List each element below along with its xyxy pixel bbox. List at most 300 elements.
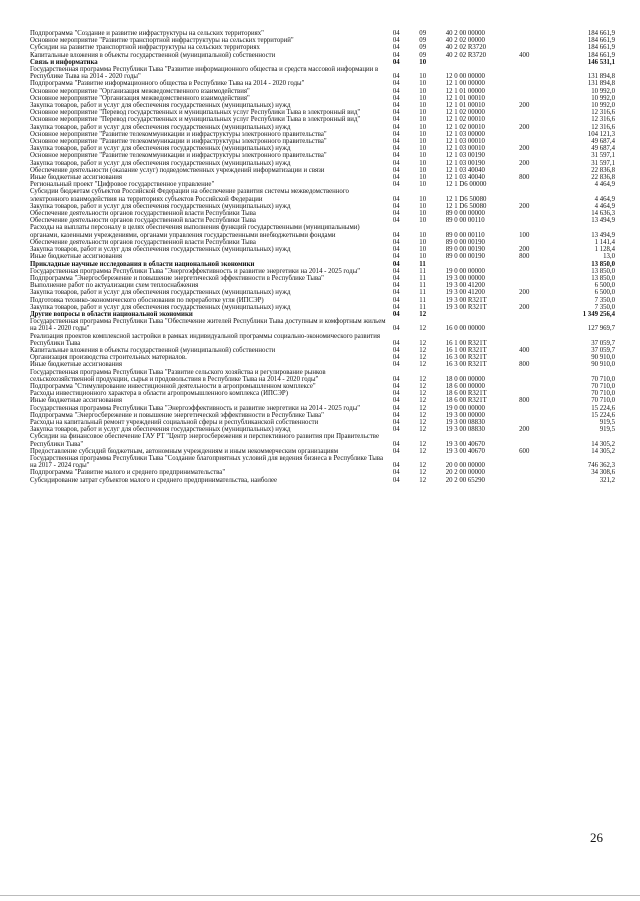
table-row <box>30 333 615 347</box>
row-subsection: 11 <box>419 274 426 282</box>
table-row <box>30 124 615 131</box>
row-expense-type <box>519 239 558 246</box>
row-section: 04 <box>392 418 400 426</box>
table-row <box>30 88 615 95</box>
row-amount: 104 121,3 <box>587 130 615 138</box>
row-expense-type: 200 <box>519 289 530 297</box>
row-expense-type <box>519 109 558 116</box>
row-subsection: 12 <box>419 426 427 434</box>
row-subsection: 12 <box>419 310 427 318</box>
row-subsection: 10 <box>419 174 427 182</box>
row-name: Иные бюджетные ассигнования <box>30 361 123 369</box>
row-section: 04 <box>392 80 400 88</box>
row-name: Иные бюджетные ассигнования <box>30 174 123 182</box>
row-name: Обеспечение деятельности органов государственной власти Республики Тыва <box>30 210 256 218</box>
row-name: Обеспечение деятельности органов государственной власти Республики Тыва <box>30 238 256 246</box>
row-subsection: 10 <box>419 138 427 146</box>
row-expense-type <box>519 419 558 426</box>
table-row <box>30 433 615 447</box>
row-subsection: 10 <box>419 231 427 239</box>
row-amount: 184 661,9 <box>587 51 615 59</box>
row-subsection: 12 <box>419 339 427 347</box>
row-target-code: 18 6 00 R321T <box>445 390 487 398</box>
row-expense-type <box>519 138 558 145</box>
row-subsection: 12 <box>419 390 427 398</box>
row-amount: 1 128,4 <box>594 246 615 254</box>
row-expense-type: 800 <box>519 174 530 182</box>
row-subsection: 12 <box>419 354 427 362</box>
row-subsection: 10 <box>419 195 427 203</box>
row-name: Субсидии бюджетам субъектов Российской Федерации на обеспечение развития системы межведомственного электронного взаимодействия на территориях субъектов Российской Федерации <box>30 188 349 203</box>
row-name: Субсидии на развитие транспортной инфраструктуры на сельских территориях <box>30 44 260 52</box>
row-section: 04 <box>392 375 400 383</box>
row-amount: 1 141,4 <box>594 238 615 246</box>
row-name: Предоставление субсидий бюджетным, автономным учреждениям и иным некоммерческим организациям <box>30 447 339 455</box>
row-amount: 184 661,9 <box>587 37 615 45</box>
row-subsection: 12 <box>419 476 427 484</box>
table-row <box>30 138 615 145</box>
table-row <box>30 217 615 224</box>
row-section: 04 <box>392 296 400 304</box>
row-target-code: 16 3 00 R321T <box>445 361 487 369</box>
table-row <box>30 66 615 80</box>
row-subsection: 10 <box>419 166 427 174</box>
row-subsection: 10 <box>419 102 427 110</box>
row-section: 04 <box>392 51 400 59</box>
row-target-code: 12 1 02 00010 <box>445 116 485 124</box>
row-amount: 10 992,0 <box>591 94 615 102</box>
row-expense-type <box>519 95 558 102</box>
row-section: 04 <box>392 159 400 167</box>
row-target-code: 19 0 00 00000 <box>445 267 485 275</box>
row-target-code: 12 0 00 00000 <box>445 73 485 81</box>
table-row <box>30 268 615 275</box>
table-row <box>30 397 615 404</box>
table-row <box>30 59 615 66</box>
row-expense-type <box>519 66 558 80</box>
row-expense-type: 200 <box>519 102 530 110</box>
row-amount: 10 992,0 <box>591 102 615 110</box>
row-section: 04 <box>392 130 400 138</box>
row-expense-type: 400 <box>519 346 530 354</box>
row-expense-type <box>519 210 558 217</box>
row-target-code: 12 1 03 00000 <box>445 130 485 138</box>
row-amount: 6 500,0 <box>594 289 615 297</box>
row-expense-type <box>519 354 558 361</box>
row-amount: 184 661,9 <box>587 44 615 52</box>
row-name: Иные бюджетные ассигнования <box>30 397 123 405</box>
row-section: 04 <box>392 382 400 390</box>
row-subsection: 12 <box>419 346 427 354</box>
row-name: Обеспечение деятельности органов государственной власти Республики Тыва <box>30 217 256 225</box>
row-name: Закупка товаров, работ и услуг для обеспечения государственных (муниципальных) нужд <box>30 202 291 210</box>
row-section: 04 <box>392 195 400 203</box>
row-expense-type <box>519 412 558 419</box>
table-row <box>30 275 615 282</box>
row-subsection: 09 <box>419 30 427 37</box>
row-name: Капитальные вложения в объекты государственной (муниципальной) собственности <box>30 346 276 354</box>
row-expense-type <box>519 469 558 476</box>
row-subsection: 10 <box>419 152 427 160</box>
row-subsection: 12 <box>419 440 427 448</box>
row-target-code <box>446 59 519 66</box>
row-amount: 10 992,0 <box>591 87 615 95</box>
row-target-code: 12 1 03 00010 <box>445 138 485 146</box>
budget-table <box>30 30 615 484</box>
table-row <box>30 131 615 138</box>
row-expense-type: 200 <box>519 123 530 131</box>
row-expense-type <box>519 390 558 397</box>
row-expense-type: 200 <box>519 202 530 210</box>
row-name: Подпрограмма "Энергосбережение и повышение энергетической эффективности в Республике Тыва" <box>30 274 324 282</box>
row-target-code: 19 3 00 41200 <box>445 289 485 297</box>
row-subsection: 10 <box>419 202 427 210</box>
table-row <box>30 188 615 202</box>
row-section: 04 <box>392 58 400 66</box>
row-subsection: 12 <box>419 418 427 426</box>
row-amount: 131 894,8 <box>587 73 615 81</box>
row-expense-type <box>519 433 558 447</box>
row-section: 04 <box>392 181 400 189</box>
row-expense-type <box>519 369 558 383</box>
row-target-code: 12 1 D6 50080 <box>445 195 487 203</box>
row-subsection: 09 <box>419 37 427 45</box>
row-expense-type: 200 <box>519 159 530 167</box>
row-expense-type: 200 <box>519 303 530 311</box>
row-section: 04 <box>392 94 400 102</box>
row-name: Основное мероприятие "Развитие транспортной инфраструктуры на сельских территорий" <box>30 37 294 45</box>
row-target-code: 12 1 03 40040 <box>445 174 485 182</box>
row-expense-type <box>519 37 558 44</box>
row-name: Закупка товаров, работ и услуг для обеспечения государственных (муниципальных) нужд <box>30 303 291 311</box>
table-row <box>30 210 615 217</box>
row-target-code: 40 2 02 00000 <box>445 37 485 45</box>
row-subsection: 10 <box>419 58 427 66</box>
row-section: 04 <box>392 202 400 210</box>
row-expense-type <box>519 318 558 332</box>
row-name: Основное мероприятие "Перевод государственных и муниципальных услуг Республики Тыва в электронный вид" <box>30 116 361 124</box>
table-row <box>30 419 615 426</box>
row-section: 04 <box>392 303 400 311</box>
row-amount: 13 850,0 <box>591 267 615 275</box>
row-section: 04 <box>392 102 400 110</box>
row-section: 04 <box>392 210 400 218</box>
row-target-code: 89 0 00 00110 <box>445 231 485 239</box>
row-subsection: 12 <box>419 404 427 412</box>
row-subsection: 10 <box>419 80 427 88</box>
table-row <box>30 30 615 37</box>
row-amount: 37 059,7 <box>591 339 615 347</box>
row-subsection: 10 <box>419 238 427 246</box>
table-row <box>30 469 615 476</box>
row-name: Закупка товаров, работ и услуг для обеспечения государственных (муниципальных) нужд <box>30 289 291 297</box>
row-name: Основное мероприятие "Развитие телекоммуникации и инфраструктуры электронного правительства" <box>30 138 327 146</box>
row-section: 04 <box>392 274 400 282</box>
row-name: Закупка товаров, работ и услуг для обеспечения государственных (муниципальных) нужд <box>30 159 291 167</box>
row-amount: 321,2 <box>599 476 615 484</box>
row-expense-type <box>519 188 558 202</box>
row-amount: 6 500,0 <box>594 282 615 290</box>
row-section: 04 <box>392 217 400 225</box>
row-target-code: 20 0 00 00000 <box>445 462 485 470</box>
row-expense-type <box>519 181 558 188</box>
row-name: Подпрограмма "Энергосбережение и повышение энергетической эффективности в Республике Тыва" <box>30 411 324 419</box>
row-amount: 13 494,9 <box>591 231 615 239</box>
table-row <box>30 405 615 412</box>
table-row <box>30 80 615 87</box>
row-amount: 13 850,0 <box>591 274 615 282</box>
row-section: 04 <box>392 462 400 470</box>
budget-page <box>30 30 615 484</box>
row-target-code: 89 0 00 00190 <box>445 246 485 254</box>
row-target-code: 19 0 00 00000 <box>445 404 485 412</box>
row-expense-type <box>519 282 558 289</box>
row-amount: 15 224,6 <box>591 404 615 412</box>
row-subsection: 10 <box>419 109 427 117</box>
table-row <box>30 282 615 289</box>
row-amount: 919,5 <box>599 418 615 426</box>
row-expense-type: 800 <box>519 253 530 261</box>
row-subsection: 12 <box>419 382 427 390</box>
row-subsection: 10 <box>419 123 427 131</box>
row-amount: 37 059,7 <box>591 346 615 354</box>
row-amount: 4 464,9 <box>594 181 615 189</box>
table-row <box>30 116 615 123</box>
table-row <box>30 44 615 51</box>
row-name: Расходы на выплаты персоналу в целях обеспечения выполнения функций государственными (муниципальными) органами, казенными учреждениями, органами управления государственными внебюджетными фондами <box>30 224 360 239</box>
row-section: 04 <box>392 404 400 412</box>
table-row <box>30 369 615 383</box>
row-amount: 13,0 <box>603 253 615 261</box>
row-expense-type <box>519 167 558 174</box>
row-target-code: 12 1 01 00010 <box>445 102 485 110</box>
row-name: Основное мероприятие "Развитие телекоммуникации и инфраструктуры электронного правительства" <box>30 152 327 160</box>
row-subsection: 10 <box>419 217 427 225</box>
page-bottom-rule <box>0 895 640 896</box>
row-target-code: 12 1 01 00010 <box>445 94 485 102</box>
row-section: 04 <box>392 310 400 318</box>
row-name: Закупка товаров, работ и услуг для обеспечения государственных (муниципальных) нужд <box>30 102 291 110</box>
row-amount: 14 636,3 <box>591 210 615 218</box>
row-amount: 4 464,9 <box>594 202 615 210</box>
row-section: 04 <box>392 166 400 174</box>
row-expense-type: 600 <box>519 447 530 455</box>
row-expense-type <box>519 383 558 390</box>
row-amount: 131 894,8 <box>587 80 615 88</box>
row-subsection: 11 <box>419 296 426 304</box>
row-target-code: 19 3 00 00000 <box>445 274 485 282</box>
row-amount: 12 316,6 <box>591 116 615 124</box>
row-expense-type <box>519 268 558 275</box>
row-expense-type: 400 <box>519 51 530 59</box>
row-subsection: 10 <box>419 159 427 167</box>
row-subsection: 09 <box>419 51 427 59</box>
table-row <box>30 390 615 397</box>
row-amount: 919,5 <box>599 426 615 434</box>
row-amount: 70 710,0 <box>591 382 615 390</box>
row-name: Расходы на капитальный ремонт учреждений социальной сферы и республиканской собственности <box>30 418 319 426</box>
row-amount: 49 687,4 <box>591 138 615 146</box>
table-row <box>30 109 615 116</box>
row-target-code: 19 3 00 40670 <box>445 447 485 455</box>
row-name: Основное мероприятие "Организация межведомственного взаимодействия" <box>30 94 250 102</box>
row-target-code: 18 6 00 R321T <box>445 397 487 405</box>
row-name: Подпрограмма "Развитие малого и среднего предпринимательства" <box>30 469 226 477</box>
row-amount: 7 350,0 <box>594 296 615 304</box>
table-row <box>30 52 615 59</box>
row-target-code: 19 3 00 R321T <box>445 296 487 304</box>
row-expense-type <box>519 152 558 159</box>
row-name: Иные бюджетные ассигнования <box>30 253 123 261</box>
table-row <box>30 412 615 419</box>
row-target-code: 40 2 00 00000 <box>445 30 485 37</box>
row-section: 04 <box>392 469 400 477</box>
table-row <box>30 174 615 181</box>
row-name: Реализация проектов комплексной застройки в рамках индивидуальной программы социально-экономического развития Республики Тыва <box>30 332 380 347</box>
table-row <box>30 304 615 311</box>
row-name: Закупка товаров, работ и услуг для обеспечения государственных (муниципальных) нужд <box>30 426 291 434</box>
table-row <box>30 383 615 390</box>
row-section: 04 <box>392 152 400 160</box>
row-name: Выполнение работ по актуализации схем теплоснабжения <box>30 282 199 290</box>
table-row <box>30 354 615 361</box>
row-expense-type <box>519 333 558 347</box>
row-name: Закупка товаров, работ и услуг для обеспечения государственных (муниципальных) нужд <box>30 123 291 131</box>
row-expense-type: 200 <box>519 246 530 254</box>
row-target-code: 19 3 00 00000 <box>445 411 485 419</box>
row-name: Субсидирование затрат субъектов малого и среднего предпринимательства, наиболее <box>30 476 278 484</box>
row-subsection: 10 <box>419 145 427 153</box>
row-target-code: 12 1 00 00000 <box>445 80 485 88</box>
row-target-code: 16 3 00 R321T <box>445 354 487 362</box>
row-name: Государственная программа Республики Тыва "Обеспечение жителей Республики Тыва доступным и комфортным жильем на 2014 - 2020 годы" <box>30 318 386 333</box>
row-name: Обеспечение деятельности (оказание услуг) подведомственных учреждений информатизации и связи <box>30 166 325 174</box>
row-target-code: 89 0 00 00190 <box>445 238 485 246</box>
row-target-code: 12 1 03 00010 <box>445 145 485 153</box>
row-amount: 22 836,8 <box>591 174 615 182</box>
row-name: Капитальные вложения в объекты государственной (муниципальной) собственности <box>30 51 276 59</box>
row-amount: 13 494,9 <box>591 217 615 225</box>
table-row <box>30 95 615 102</box>
table-row <box>30 426 615 433</box>
row-section: 04 <box>392 397 400 405</box>
row-subsection: 12 <box>419 469 427 477</box>
row-amount: 31 597,1 <box>591 159 615 167</box>
row-target-code: 16 1 00 R321T <box>445 339 487 347</box>
row-subsection: 11 <box>419 282 426 290</box>
row-section: 04 <box>392 109 400 117</box>
row-name: Организация производства строительных материалов. <box>30 354 187 362</box>
row-subsection: 12 <box>419 325 427 333</box>
row-expense-type <box>519 80 558 87</box>
row-name: Связь и информатика <box>30 58 98 66</box>
row-name: Государственная программа Республики Тыва "Энергоэффективность и развитие энергетики на 2014 - 2025 годы" <box>30 267 361 275</box>
row-section: 04 <box>392 37 400 45</box>
row-subsection: 12 <box>419 462 427 470</box>
row-target-code: 12 1 D6 00000 <box>445 181 487 189</box>
row-section: 04 <box>392 282 400 290</box>
row-amount: 12 316,6 <box>591 109 615 117</box>
row-expense-type <box>519 455 558 469</box>
row-expense-type <box>519 44 558 51</box>
row-target-code <box>446 261 519 268</box>
row-subsection: 11 <box>419 267 426 275</box>
row-expense-type <box>519 59 558 66</box>
row-name: Подпрограмма "Создание и развитие инфраструктуры на сельских территориях" <box>30 30 264 37</box>
row-amount: 70 710,0 <box>591 375 615 383</box>
row-section: 04 <box>392 238 400 246</box>
table-row <box>30 246 615 253</box>
row-name: Подготовка технико-экономического обоснования по переработке угля (ИПСЭР) <box>30 296 264 304</box>
page-number: 26 <box>590 830 603 845</box>
row-amount: 14 305,2 <box>591 447 615 455</box>
row-amount: 12 316,6 <box>591 123 615 131</box>
row-section: 04 <box>392 476 400 484</box>
row-expense-type: 100 <box>519 231 530 239</box>
row-name: Государственная программа Республики Тыва "Создание благоприятных условий для ведения бизнеса в Республике Тыва на 2017 - 2024 годы" <box>30 454 383 470</box>
table-row <box>30 477 615 484</box>
row-section: 04 <box>392 447 400 455</box>
row-expense-type <box>519 217 558 224</box>
row-subsection: 10 <box>419 246 427 254</box>
row-expense-type <box>519 116 558 123</box>
row-amount: 90 910,0 <box>591 354 615 362</box>
row-subsection: 11 <box>419 303 426 311</box>
row-expense-type <box>519 275 558 282</box>
row-section: 04 <box>392 289 400 297</box>
row-subsection: 09 <box>419 44 427 52</box>
row-section: 04 <box>392 145 400 153</box>
row-section: 04 <box>392 87 400 95</box>
row-target-code: 18 6 00 00000 <box>445 382 485 390</box>
row-target-code: 40 2 02 R3720 <box>445 44 486 52</box>
table-row <box>30 167 615 174</box>
table-row <box>30 102 615 109</box>
row-subsection: 12 <box>419 411 427 419</box>
row-subsection: 10 <box>419 87 427 95</box>
row-subsection: 12 <box>419 397 427 405</box>
row-expense-type <box>519 88 558 95</box>
row-subsection: 12 <box>419 375 427 383</box>
row-target-code: 12 1 01 00000 <box>445 87 485 95</box>
row-section: 04 <box>392 123 400 131</box>
row-target-code: 19 3 00 R321T <box>445 303 487 311</box>
row-section: 04 <box>392 325 400 333</box>
row-amount: 746 362,3 <box>587 462 615 470</box>
row-target-code: 12 1 03 00190 <box>445 159 485 167</box>
row-amount: 70 710,0 <box>591 390 615 398</box>
row-expense-type: 200 <box>519 426 530 434</box>
row-section: 04 <box>392 440 400 448</box>
table-row <box>30 361 615 368</box>
row-subsection: 12 <box>419 361 427 369</box>
row-amount: 1 349 256,4 <box>582 310 615 318</box>
table-row <box>30 261 615 268</box>
row-name: Подпрограмма "Стимулирование инвестиционной деятельности в агропромышленном комплексе" <box>30 382 316 390</box>
row-name: Основное мероприятие "Перевод государственных и муниципальных услуг Республики Тыва в электронный вид" <box>30 109 361 117</box>
row-expense-type: 800 <box>519 397 530 405</box>
row-name: Государственная программа Республики Тыва "Развитие сельского хозяйства и регулирование рынков сельскохозяйственной продукции, сырья и продовольствия в Республике Тыва на 2014 - 2020 годы" <box>30 368 326 383</box>
table-row <box>30 160 615 167</box>
table-row <box>30 239 615 246</box>
row-target-code <box>446 311 519 318</box>
row-expense-type <box>519 30 558 37</box>
row-name: Другие вопросы в области национальной экономики <box>30 310 193 318</box>
row-subsection: 10 <box>419 181 427 189</box>
row-section: 04 <box>392 411 400 419</box>
row-subsection: 12 <box>419 447 427 455</box>
table-row <box>30 203 615 210</box>
